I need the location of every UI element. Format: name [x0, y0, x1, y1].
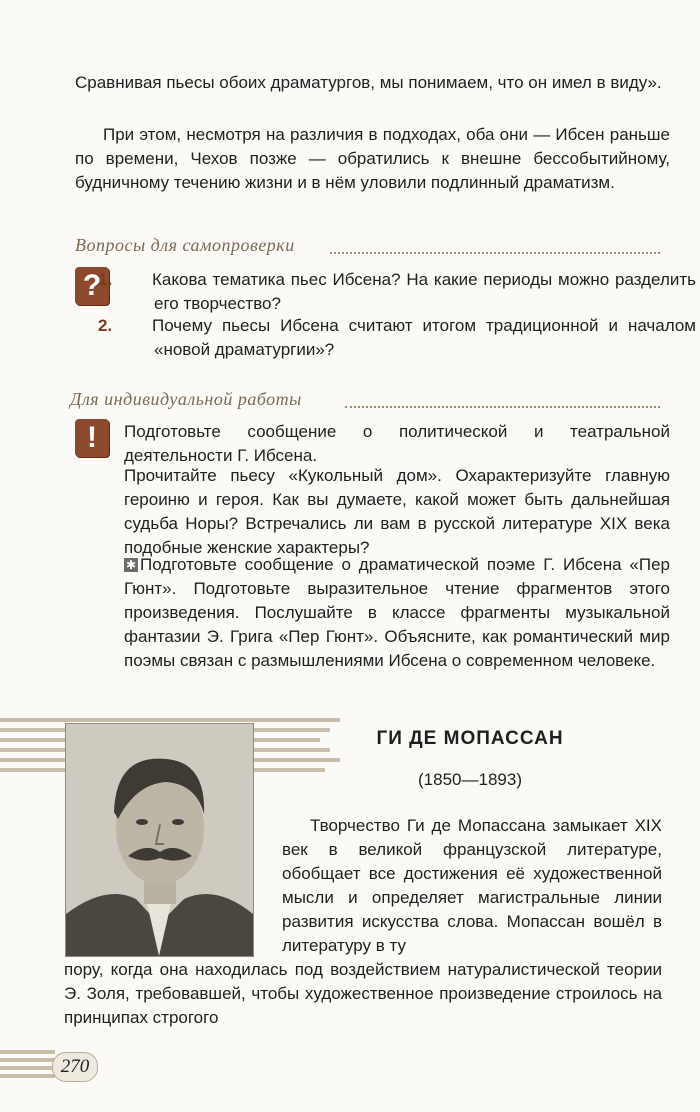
exclamation-badge-icon: !	[75, 419, 109, 457]
author-years: (1850—1893)	[418, 770, 522, 789]
question-number: 1.	[98, 270, 113, 289]
page-number-stripes	[0, 1050, 60, 1084]
author-portrait	[65, 723, 254, 957]
task-3	[124, 553, 670, 673]
question-badge-icon: ?	[75, 267, 109, 305]
author-text-full: пору, когда она находилась под воздействием натуралистической теории Э. Золя, требовавшей, чтобы художественное произведение строилось на принципах строгого	[64, 960, 662, 1027]
author-text-side: Творчество Ги де Мопассана замыкает XIX век в великой французской литературе, обобщает все достижения её художественной мысли и определяет магистральные линии развития искусства слова. Мопассан вошёл в литературу в ту	[282, 816, 662, 955]
author-name: ГИ ДЕ МОПАССАН	[376, 728, 564, 749]
self-check-heading: Вопросы для самопроверки	[75, 235, 295, 255]
question-2	[98, 314, 696, 362]
self-check-dots	[330, 252, 660, 254]
task-3-text: Подготовьте сообщение о драматической поэме Г. Ибсена «Пер Гюнт». Подготовьте выразительное чтение фрагментов этого произведения. Послушайте в классе фрагменты музыкальной фантазии Э. Грига «Пер Гюнт». Объясните, как романтический мир поэмы связан с размышлениями Ибсена о современном человеке.	[124, 555, 670, 670]
individual-work-dots	[345, 406, 660, 408]
page-number: 270	[52, 1052, 98, 1082]
question-number: 2.	[98, 316, 113, 335]
question-text: Какова тематика пьес Ибсена? На какие периоды можно разделить его творчество?	[152, 270, 696, 313]
intro-paragraph-2: При этом, несмотря на различия в подходах, оба они — Ибсен раньше по времени, Чехов позже — обратились к внешне бессобытийному, будничному течению жизни и в нём уловили подлинный драматизм.	[75, 125, 670, 192]
task-1: Подготовьте сообщение о политической и театральной деятельности Г. Ибсена.	[124, 422, 670, 465]
individual-work-heading: Для индивидуальной работы	[70, 389, 302, 409]
advanced-task-icon: ✱	[125, 558, 137, 572]
task-2: Прочитайте пьесу «Кукольный дом». Охарактеризуйте главную героиню и героя. Как вы думаете, какой может быть дальнейшая судьба Норы? Встречались ли вам в русской литературе XIX века подобные женские характеры?	[124, 466, 670, 557]
question-1	[98, 268, 696, 316]
intro-paragraph-1: Сравнивая пьесы обоих драматургов, мы понимаем, что он имел в виду».	[75, 73, 662, 92]
question-text: Почему пьесы Ибсена считают итогом традиционной и началом «новой драматургии»?	[152, 316, 696, 359]
